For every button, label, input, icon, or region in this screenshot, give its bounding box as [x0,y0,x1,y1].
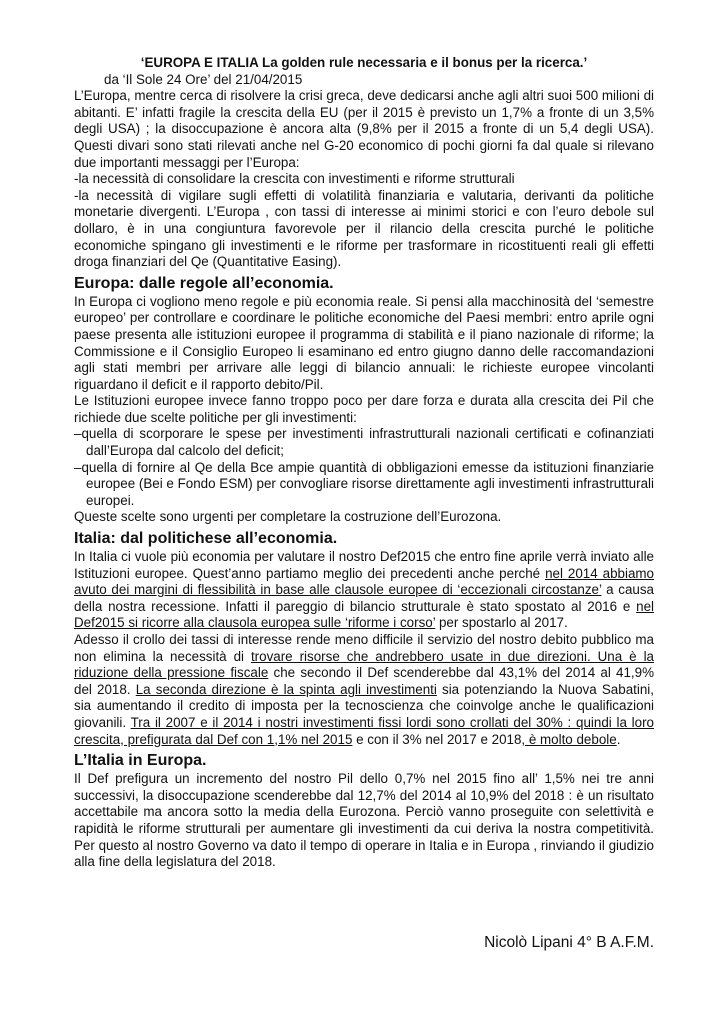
section2-paragraph [74,632,654,748]
section1-paragraph: Le Istituzioni europee invece fanno troppo poco per dare forza e durata alla crescita dei Pil che richiede due scelte politiche per gli investimenti: [74,393,654,425]
section1-paragraph: Queste scelte sono urgenti per completare la costruzione dell’Eurozona. [74,509,502,525]
section2-paragraph [74,549,654,632]
underlined-text: La seconda direzione è la spinta agli investimenti [135,681,437,697]
intro-paragraph: L’Europa, mentre cerca di risolvere la crisi greca, deve dedicarsi anche agli altri suoi 500 milioni di abitanti. E’ infatti fragile la crescita della EU (per il 2015 è previsto un 1,7% a fronte di un 3,5% degli USA) ; la disoccupazione è ancora alta (9,8% per il 2015 a fronte di un 5,4 degli USA). Questi divari sono stati rilevati anche nel G-20 economico di pochi giorni fa dal quale si rilevano due importanti messaggi per l’Europa: [74,88,654,170]
section-heading-italia: Italia: dal politichese all’economia. [74,530,338,548]
text-run: per spostarlo al 2017. [435,615,568,631]
text-run: In Italia ci vuole più economia per valutare il nostro Def2015 che entro fine aprile verrà inviato alle Istituzioni europee. Quest’anno partiamo meglio dei precedenti anche perché [74,549,654,581]
section-heading-europa: Europa: dalle regole all’economia. [74,274,334,292]
text-run: a causa della nostra recessione. Infatti il pareggio di bilancio strutturale è stato spostato al 2016 e [74,582,654,614]
text-run: . [616,731,621,747]
intro-point: -la necessità di consolidare la crescita con investimenti e riforme strutturali [74,171,515,187]
intro-point: -la necessità di vigilare sugli effetti di volatilità finanziaria e valutaria, derivanti da politiche monetarie divergenti. L’Europa , con tassi di interesse ai minimi storici e con l’euro debole sul dollaro, è in una congiuntura favorevole per il rilancio della crescita purché le politiche economiche spingano gli investimenti e le riforme per trasformare in ricostituenti reali gli effetti droga finanziari del Qe (Quantitative Easing). [74,187,654,270]
article-title: ‘EUROPA E ITALIA La golden rule necessaria e il bonus per la ricerca.’ [140,55,588,70]
document-page [74,55,654,951]
text-run: Adesso il crollo dei tassi di interesse rende meno difficile il servizio del nostro debito pubblico ma non elimina la necessità di [74,632,654,664]
text-run: che secondo il Def scenderebbe dal 43,1% del 2014 al 41,9% del 2018. [74,665,654,697]
text-run: e con il 3% nel 2017 e 2018 [352,731,522,747]
section1-list-item: –quella di fornire al Qe della Bce ampie quantità di obbligazioni emesse da istituzioni finanziarie europee (Bei e Fondo ESM) per convogliare risorse direttamente agli investimenti infrastrutturali europei. [74,459,654,508]
underlined-text: nel Def2015 si ricorre alla clausola europea sulle ‘riforme i corso’ [74,598,654,631]
text-run: sia potenziando la Nuova Sabatini, sia aumentando il credito di imposta per la tecnoscienza che coinvolge anche le qualificazioni giovanili. [74,681,654,730]
section-heading-italia-europa: L’Italia in Europa. [74,752,207,770]
article-source: da ‘Il Sole 24 Ore’ del 21/04/2015 [104,71,303,87]
underlined-text: trovare risorse che andrebbero usate in due direzioni. Una è la riduzione della pressione fiscale [74,648,654,681]
underlined-text: , è molto debole [521,731,617,747]
underlined-text: nel 2014 abbiamo avuto dei margini di flessibilità in base alle clausole europee di ‘eccezionali circostanze’ [74,565,654,598]
section3-paragraph: Il Def prefigura un incremento del nostro Pil dello 0,7% nel 2015 fino all’ 1,5% nei tre anni successivi, la disoccupazione scenderebbe dal 12,7% del 2014 al 10,9% del 2018 : è un risultato accettabile ma ancora sotto la media della Eurozona. Perciò vanno proseguite con selettività e rapidità le riforme strutturali per aumentare gli investimenti da cui deriva la nostra competitività. Per questo al nostro Governo va dato il tempo di operare in Italia e in Europa , rinviando il giudizio alla fine della legislatura del 2018. [74,771,654,870]
section1-paragraph: In Europa ci vogliono meno regole e più economia reale. Si pensi alla macchinosità del ‘semestre europeo’ per controllare e coordinare le politiche economiche del Paesi membri: entro aprile ogni paese presenta alle istituzioni europee il programma di stabilità e il piano nazionale di riforme; la Commissione e il Consiglio Europeo li esaminano ed entro giugno danno delle raccomandazioni agli stati membri per arrivare alle leggi di bilancio annuali: le richieste europee vincolanti riguardano il deficit e il rapporto debito/Pil. [74,293,654,392]
section1-list-item: –quella di scorporare le spese per investimenti infrastrutturali nazionali certificati e cofinanziati dall’Europa dal calcolo del deficit; [74,426,654,459]
underlined-text: Tra il 2007 e il 2014 i nostri investimenti fissi lordi sono crollati del 30% : quindi la loro crescita, prefigurata dal Def con 1,1% nel 2015 [74,714,654,747]
author-signature: Nicolò Lipani 4° B A.F.M. [484,934,654,951]
